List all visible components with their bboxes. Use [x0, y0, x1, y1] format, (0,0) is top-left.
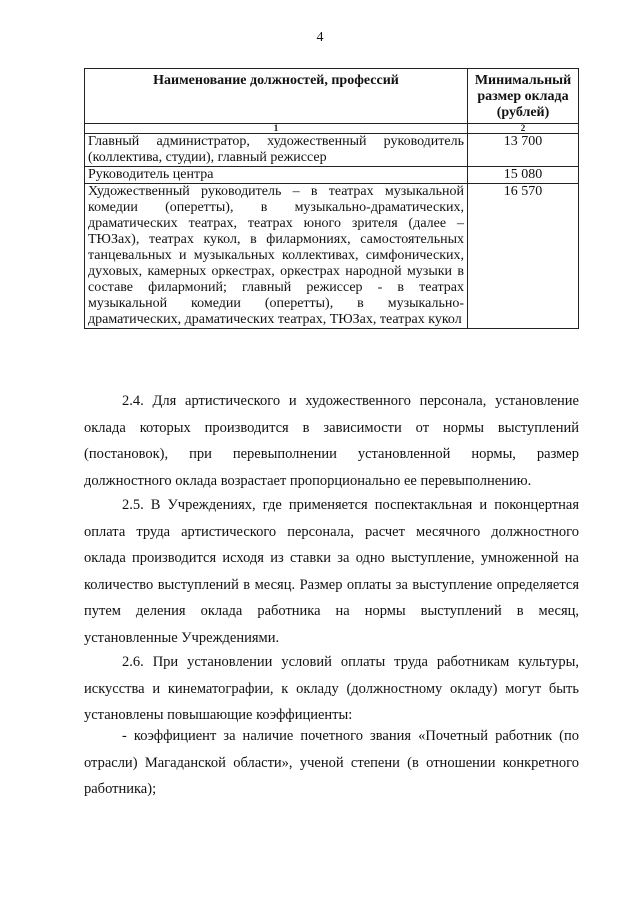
paragraph-2-4: 2.4. Для артистического и художественного персонала, установление оклада которых производится в зависимости от нормы выступлений (постановок), при перевыполнении установленной нормы, размер должностного оклада возрастает пропорционально ее перевыполнению.	[84, 393, 579, 489]
salary-value: 15 080	[468, 167, 579, 184]
table-row	[85, 134, 579, 167]
paragraph-2-5: 2.5. В Учреждениях, где применяется поспектакльная и поконцертная оплата труда артистического персонала, расчет месячного должностного оклада производится исходя из ставки за одно выступление, умноженной на количество выступлений в месяц. Размер оплаты за выступление определяется путем деления оклада работника на нормы выступлений в месяц, установленные Учреждениями.	[84, 497, 579, 646]
table-header-row	[85, 69, 579, 124]
bullet-honorary-title: - коэффициент за наличие почетного звания «Почетный работник (по отрасли) Магаданской области», ученой степени (в отношении конкретного работника);	[84, 728, 579, 797]
position-name: Руководитель центра	[85, 167, 468, 184]
table-row	[85, 184, 579, 329]
header-position-name: Наименование должностей, профессий	[85, 69, 468, 124]
column-number-2: 2	[468, 124, 579, 134]
position-name: Художественный руководитель – в театрах музыкальной комедии (оперетты), в музыкально-драматических, драматических театрах, театрах юного зрителя (далее – ТЮЗах), театрах кукол, в филармониях, самостоятельных танцевальных и музыкальных коллективах, симфонических, духовых, камерных оркестрах, оркестрах народной музыки в составе филармоний; главный режиссер - в театрах музыкальной комедии (оперетты), в музыкально-драматических, драматических театрах, ТЮЗах, театрах кукол	[85, 184, 468, 329]
column-number-1: 1	[85, 124, 468, 134]
paragraph-2-6: 2.6. При установлении условий оплаты труда работникам культуры, искусства и кинематографии, к окладу (должностному окладу) могут быть установлены повышающие коэффициенты:	[84, 654, 579, 723]
salary-value: 16 570	[468, 184, 579, 329]
salary-value: 13 700	[468, 134, 579, 167]
header-min-salary: Минимальный размер оклада (рублей)	[468, 69, 579, 124]
table-row	[85, 167, 579, 184]
position-name: Главный администратор, художественный руководитель (коллектива, студии), главный режиссер	[85, 134, 468, 167]
page-number: 4	[316, 30, 324, 45]
salary-table	[84, 68, 579, 329]
column-number-row	[85, 124, 579, 134]
